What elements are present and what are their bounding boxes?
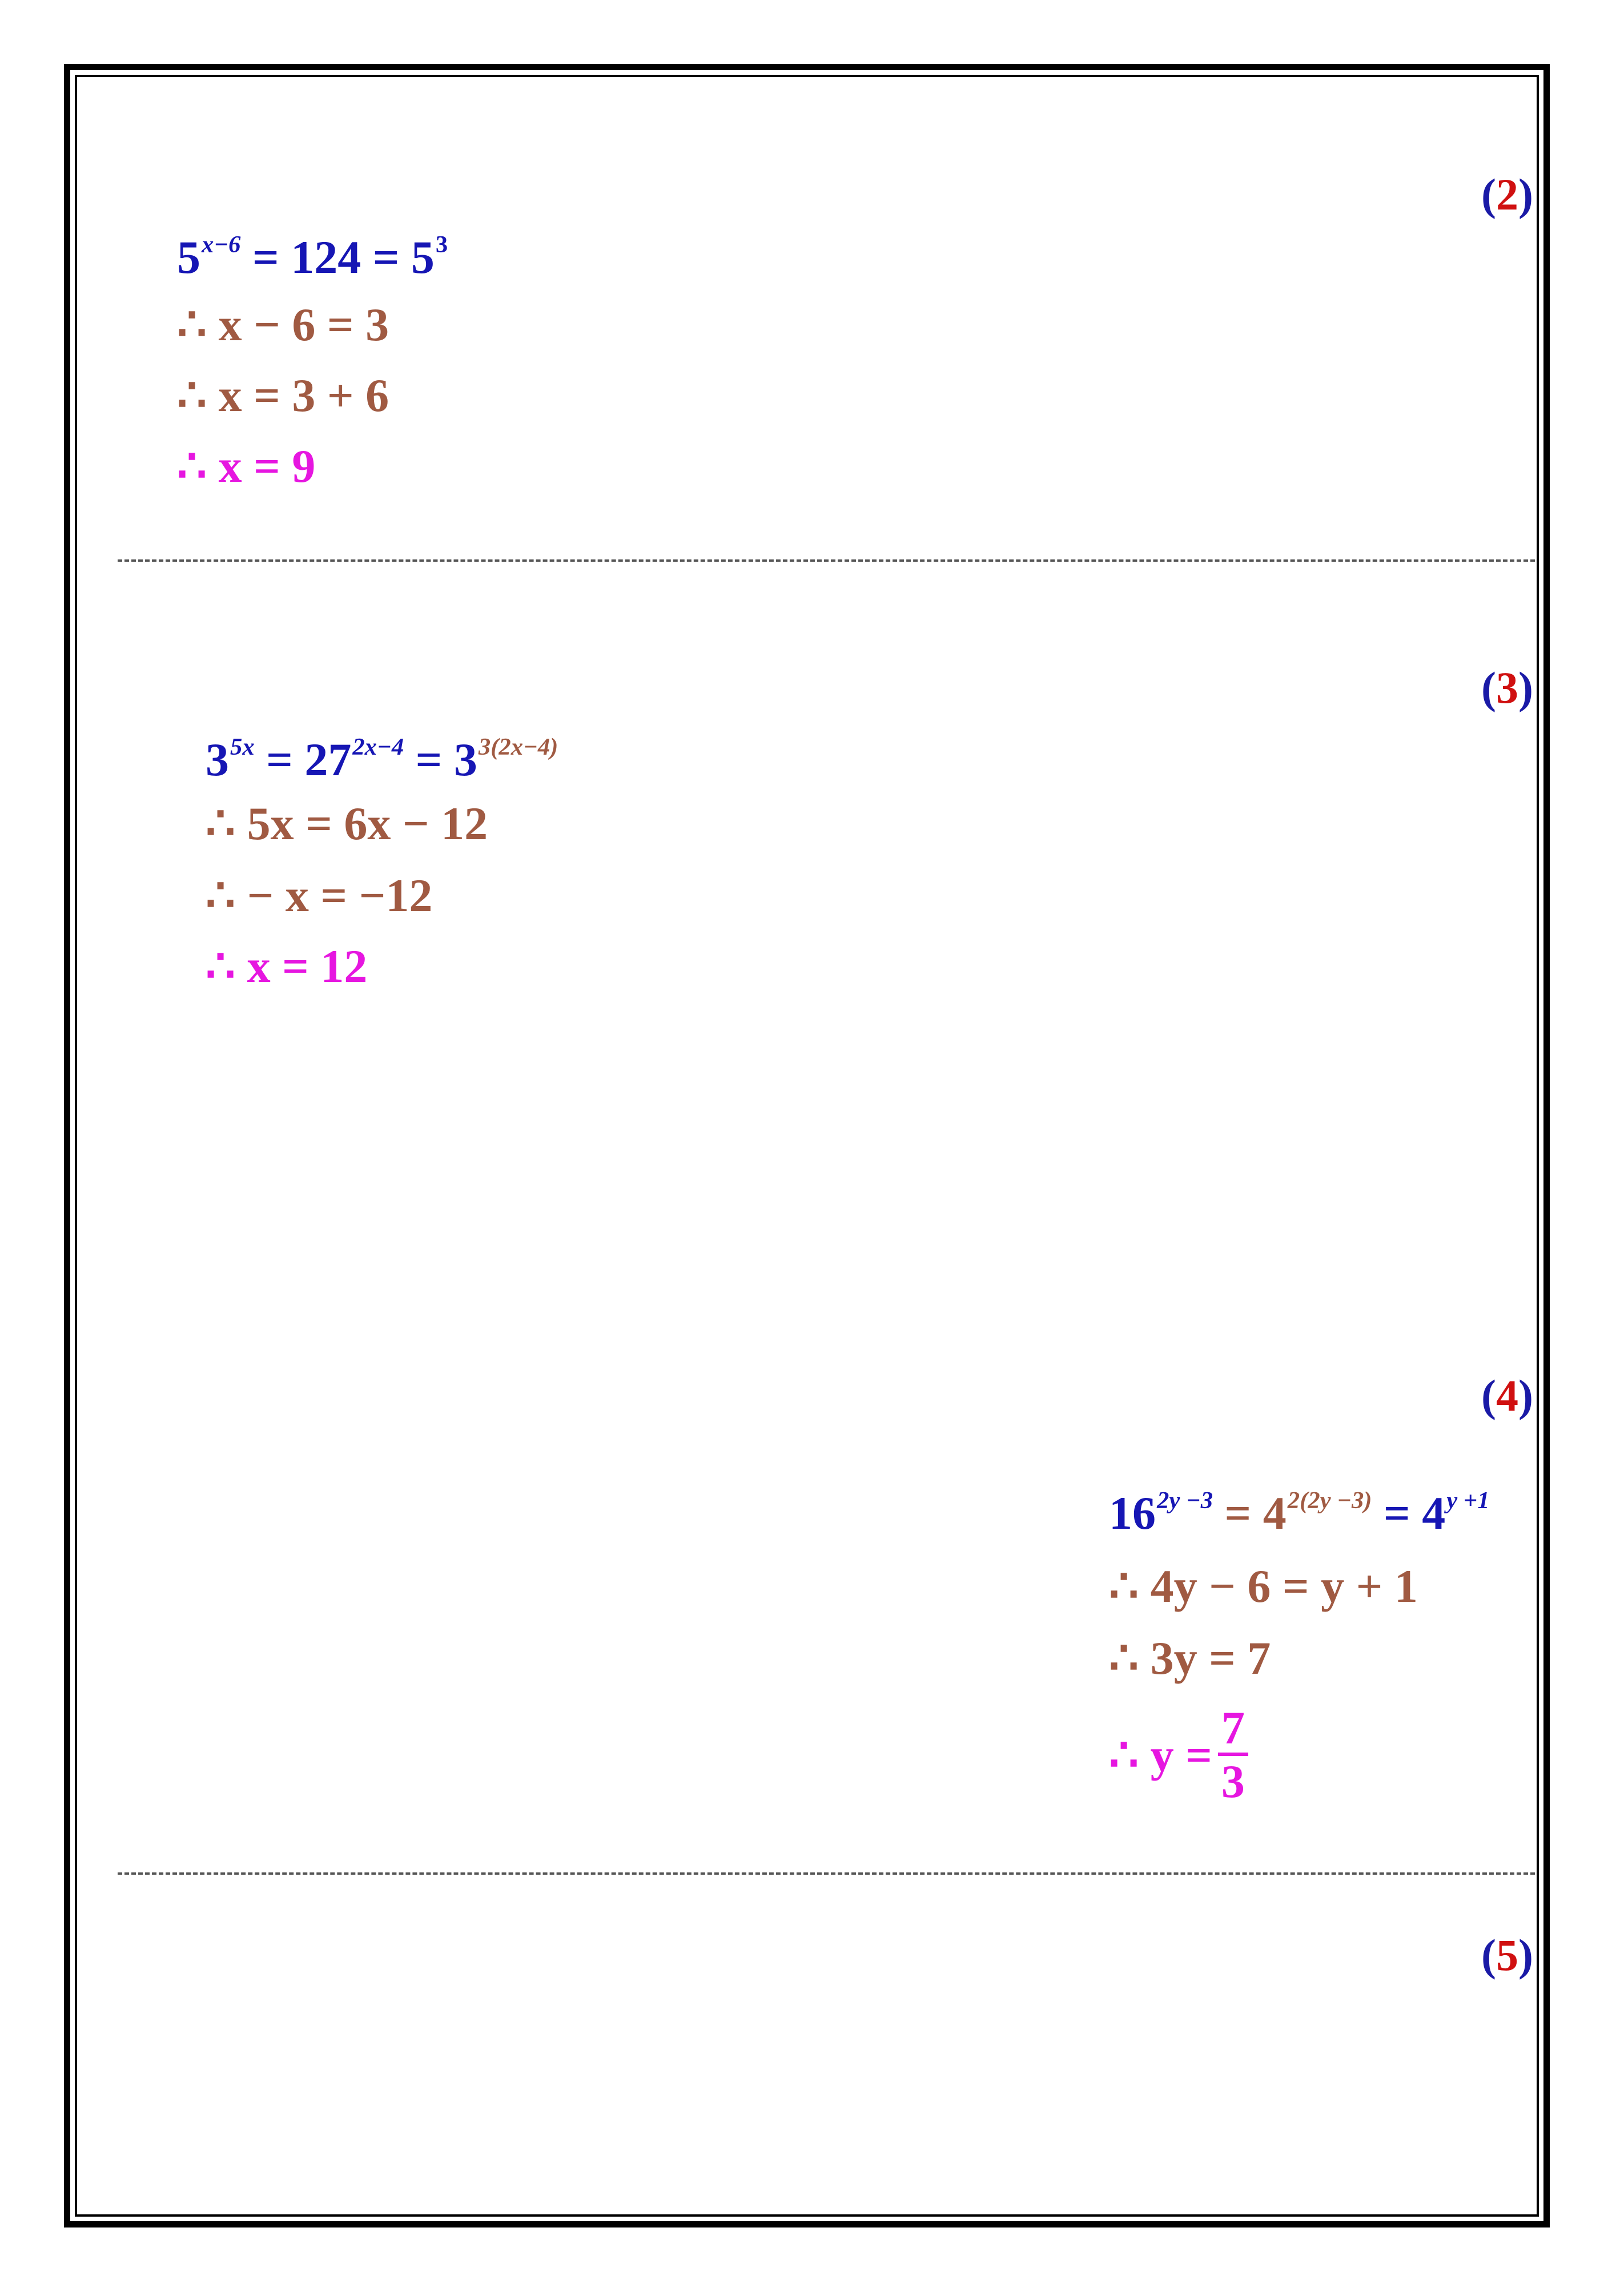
question-number-5: (5) bbox=[1481, 1930, 1533, 1980]
section-divider-2 bbox=[118, 1872, 1535, 1875]
q3-equation: $3^{5x} = 27^{2x-4} = 3^{3(2x-4)}$ bbox=[206, 733, 558, 786]
q2-step-2: ∴ x = 3 + 6 bbox=[177, 369, 389, 421]
q4-answer: ∴ y = $\frac{7}{3}$ bbox=[1109, 1703, 1248, 1807]
section-divider-1 bbox=[118, 559, 1535, 562]
q3-answer: ∴ x = 12 bbox=[206, 940, 368, 992]
q2-answer: ∴ x = 9 bbox=[177, 440, 316, 492]
q2-step-1: ∴ x − 6 = 3 bbox=[177, 299, 389, 351]
q3-step-2: ∴ − x = −12 bbox=[206, 869, 433, 921]
q3-step-1: ∴ 5x = 6x − 12 bbox=[206, 797, 488, 849]
question-number-3: (3) bbox=[1481, 663, 1533, 712]
fraction: $\frac{7}{3}$ bbox=[1218, 1703, 1248, 1807]
question-number-2: (2) bbox=[1481, 170, 1533, 219]
q4-step-1: ∴ 4y − 6 = y + 1 bbox=[1109, 1560, 1418, 1612]
question-number-4: (4) bbox=[1481, 1371, 1533, 1420]
q2-equation: $5^{x-6} = 124 = 5^3$ bbox=[177, 231, 448, 283]
q4-step-2: ∴ 3y = 7 bbox=[1109, 1632, 1271, 1684]
q4-equation: $16^{2y -3} = 4^{2(2y -3)} = 4^{y +1}$ bbox=[1109, 1487, 1490, 1539]
